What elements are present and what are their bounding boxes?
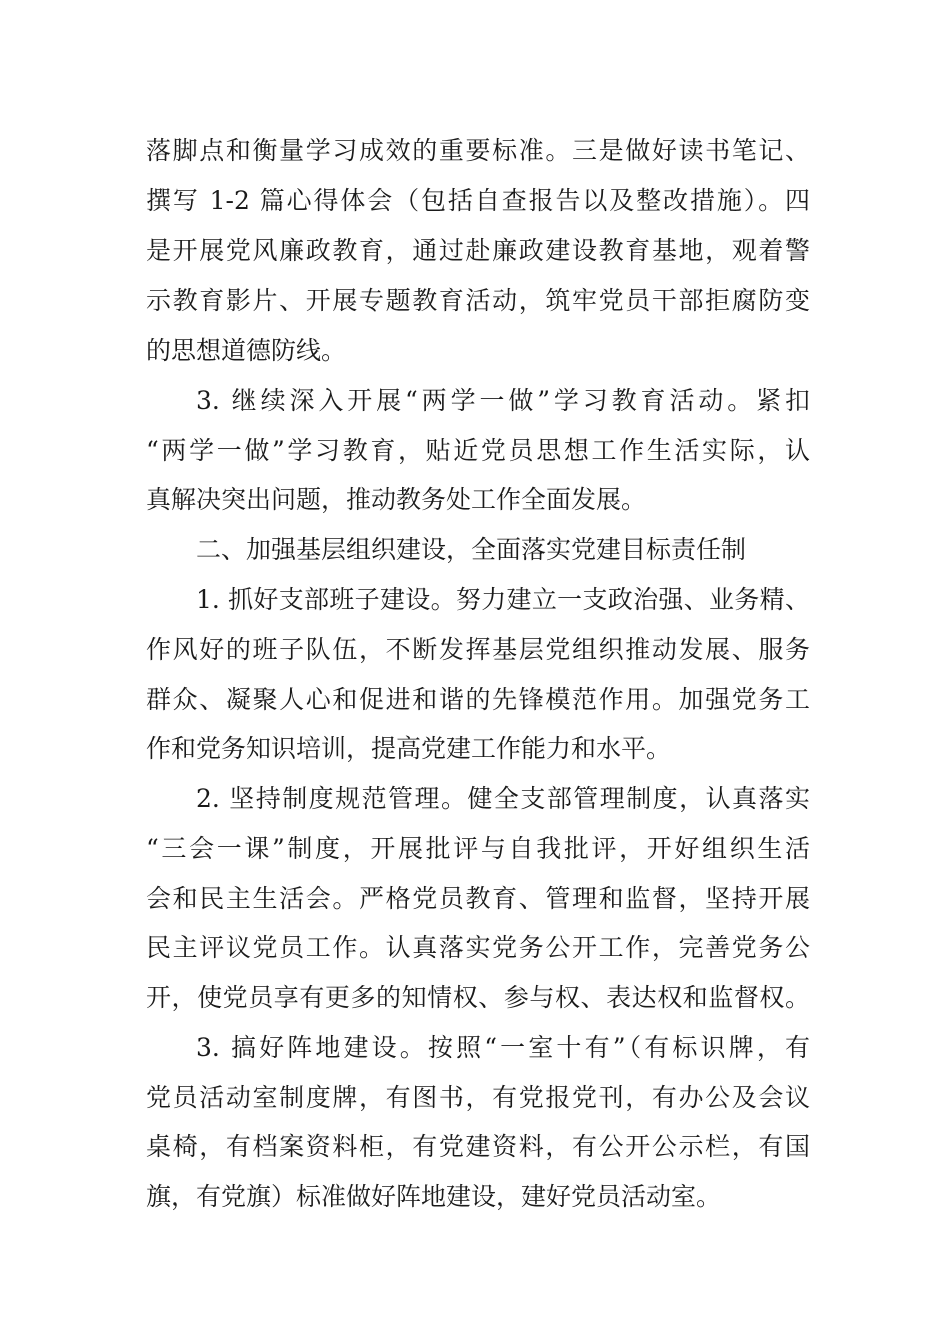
text-line: 党员活动室制度牌，有图书，有党报党刊，有办公及会议 <box>146 1083 810 1112</box>
text-line: “两学一做”学习教育，贴近党员思想工作生活实际，认 <box>146 436 810 465</box>
section-heading: 二、加强基层组织建设，全面落实党建目标责任制 <box>196 535 747 564</box>
text-line: 作和党务知识培训，提高党建工作能力和水平。 <box>146 734 672 763</box>
text-line: “三会一课”制度，开展批评与自我批评，开好组织生活 <box>146 834 810 863</box>
text-line: 的思想道德防线。 <box>146 336 347 365</box>
text-line: 示教育影片、开展专题教育活动，筑牢党员干部拒腐防变 <box>146 286 810 315</box>
text-line: 3. 继续深入开展“两学一做”学习教育活动。紧扣 <box>196 386 810 415</box>
text-line: 桌椅，有档案资料柜，有党建资料，有公开公示栏，有国 <box>146 1132 810 1161</box>
text-line: 3. 搞好阵地建设。按照“一室十有”（有标识牌，有 <box>196 1033 810 1062</box>
text-line: 1. 抓好支部班子建设。努力建立一支政治强、业务精、 <box>196 585 810 614</box>
text-line: 会和民主生活会。严格党员教育、管理和监督，坚持开展 <box>146 884 810 913</box>
text-line: 真解决突出问题，推动教务处工作全面发展。 <box>146 485 647 514</box>
text-line: 群众、凝聚人心和促进和谐的先锋模范作用。加强党务工 <box>146 685 810 714</box>
text-line: 撰写 1-2 篇心得体会（包括自查报告以及整改措施）。四 <box>146 186 810 215</box>
text-line: 是开展党风廉政教育，通过赴廉政建设教育基地，观着警 <box>146 236 810 265</box>
text-line: 落脚点和衡量学习成效的重要标准。三是做好读书笔记、 <box>146 136 810 165</box>
text-line: 作风好的班子队伍，不断发挥基层党组织推动发展、服务 <box>146 635 810 664</box>
text-line: 2. 坚持制度规范管理。健全支部管理制度，认真落实 <box>196 784 810 813</box>
text-line: 民主评议党员工作。认真落实党务公开工作，完善党务公 <box>146 933 810 962</box>
text-line: 旗，有党旗）标准做好阵地建设，建好党员活动室。 <box>146 1182 722 1211</box>
text-line: 开，使党员享有更多的知情权、参与权、表达权和监督权。 <box>146 983 810 1012</box>
